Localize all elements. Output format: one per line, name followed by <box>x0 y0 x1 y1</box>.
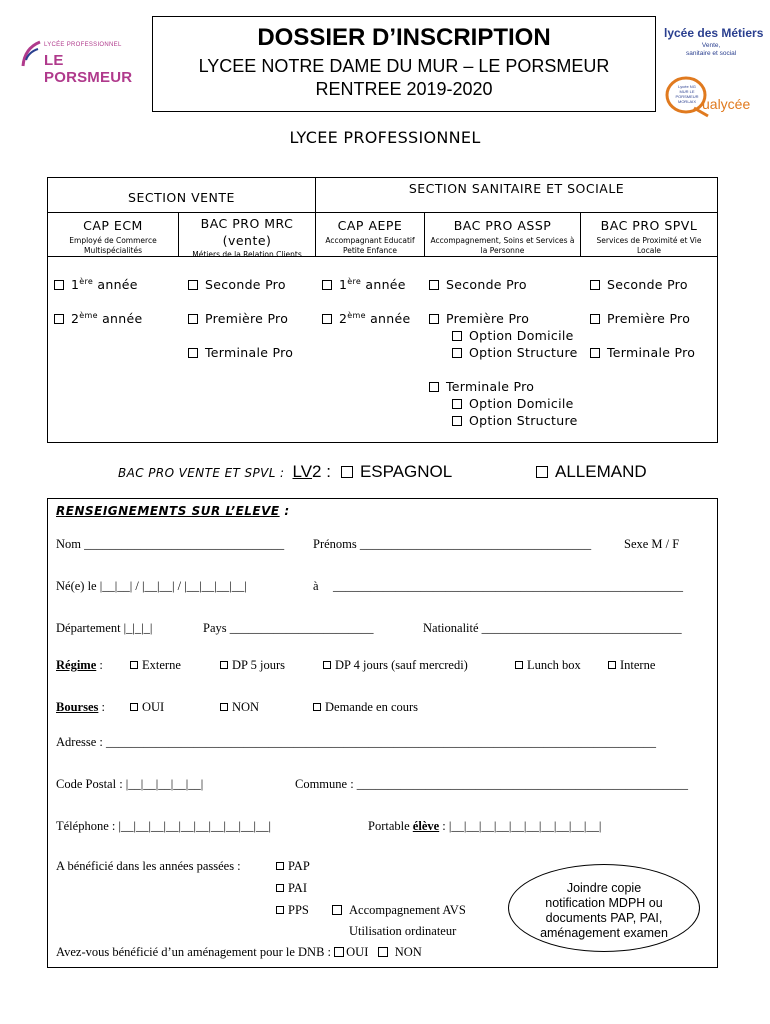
option-mrc-premiere[interactable]: Première Pro <box>188 311 288 326</box>
option-assp-terminale-structure[interactable]: Option Structure <box>452 413 578 428</box>
checkbox-icon[interactable] <box>332 905 342 915</box>
checkbox-icon[interactable] <box>276 884 284 892</box>
lv2-row <box>118 462 678 486</box>
field-pays[interactable]: Pays _______________________ <box>203 621 374 635</box>
checkbox-icon[interactable] <box>378 947 388 957</box>
checkbox-icon[interactable] <box>276 906 284 914</box>
option-mrc-seconde[interactable]: Seconde Pro <box>188 277 286 292</box>
regime-interne[interactable]: Interne <box>608 658 655 673</box>
option-spvl-premiere[interactable]: Première Pro <box>590 311 690 326</box>
checkbox-icon[interactable] <box>54 280 64 290</box>
col-bac-pro-assp: BAC PRO ASSP Accompagnement, Soins et Services à la Personne <box>430 218 575 255</box>
field-lieu-label: à <box>313 579 319 593</box>
option-pai[interactable]: PAI <box>276 881 307 896</box>
logo-metiers-sub: Vente, sanitaire et social <box>686 42 737 57</box>
option-avs[interactable]: Accompagnement AVS <box>332 903 466 918</box>
checkbox-icon[interactable] <box>188 314 198 324</box>
checkbox-icon[interactable] <box>429 280 439 290</box>
checkbox-icon[interactable] <box>323 661 331 669</box>
option-assp-terminale-domicile[interactable]: Option Domicile <box>452 396 574 411</box>
checkbox-icon[interactable] <box>188 280 198 290</box>
bourses-label: Bourses : <box>56 700 105 714</box>
field-sexe[interactable]: Sexe M / F <box>624 537 680 551</box>
option-cap-ecm-2eme[interactable]: 2ème année <box>54 311 142 326</box>
checkbox-icon[interactable] <box>536 466 548 478</box>
section-title: LYCEE PROFESSIONNEL <box>289 128 481 147</box>
checkbox-icon[interactable] <box>452 399 462 409</box>
bourses-demande[interactable]: Demande en cours <box>313 700 418 715</box>
field-commune[interactable]: Commune : _____________________________________________________ <box>295 777 689 791</box>
regime-label: Régime : <box>56 658 103 672</box>
field-date-naissance[interactable]: Né(e) le |__|__| / |__|__| / |__|__|__|__| <box>56 579 247 593</box>
formation-table <box>47 177 718 443</box>
option-spvl-seconde[interactable]: Seconde Pro <box>590 277 688 292</box>
qualycee-brand: ualycée <box>702 96 751 112</box>
col-bac-pro-spvl: BAC PRO SPVL Services de Proximité et Vie Locale <box>596 218 702 255</box>
option-assp-premiere-structure[interactable]: Option Structure <box>452 345 578 360</box>
logo-qualycee <box>664 74 764 118</box>
bourses-non[interactable]: NON <box>220 700 259 715</box>
field-nationalite[interactable]: Nationalité ________________________________ <box>423 621 682 635</box>
section-vente-header: SECTION VENTE <box>128 190 235 205</box>
lv2-label: LV2 : <box>292 462 331 481</box>
checkbox-icon[interactable] <box>130 661 138 669</box>
regime-dp4[interactable]: DP 4 jours (sauf mercredi) <box>323 658 468 673</box>
option-spvl-terminale[interactable]: Terminale Pro <box>590 345 695 360</box>
logo-metiers-name: lycée des Métiers <box>664 26 764 40</box>
lv2-option-allemand[interactable]: ALLEMAND <box>536 462 647 482</box>
checkbox-icon[interactable] <box>188 348 198 358</box>
field-portable-eleve[interactable]: Portable élève : |__|__|__|__|__|__|__|__|__|__| <box>368 819 602 833</box>
lv2-prefix: BAC PRO VENTE ET SPVL : <box>118 466 285 480</box>
checkbox-icon[interactable] <box>322 314 332 324</box>
checkbox-icon[interactable] <box>590 314 600 324</box>
option-mrc-terminale[interactable]: Terminale Pro <box>188 345 293 360</box>
bourses-oui[interactable]: OUI <box>130 700 164 715</box>
checkbox-icon[interactable] <box>334 947 344 957</box>
option-pps[interactable]: PPS <box>276 903 309 918</box>
field-telephone[interactable]: Téléphone : |__|__|__|__|__|__|__|__|__|__| <box>56 819 272 833</box>
checkbox-icon[interactable] <box>590 280 600 290</box>
col-bac-pro-mrc: BAC PRO MRC (vente) Métiers de la Relation Clients <box>192 216 302 259</box>
qualycee-inner-text: Lycée NG MUR LE PORSMEUR MORLAIX <box>675 84 699 104</box>
checkbox-icon[interactable] <box>590 348 600 358</box>
divider-under-titles <box>48 256 717 257</box>
page-title: DOSSIER D’INSCRIPTION <box>257 24 551 51</box>
option-assp-premiere[interactable]: Première Pro <box>429 311 529 326</box>
checkbox-icon[interactable] <box>220 661 228 669</box>
option-ordinateur[interactable]: Utilisation ordinateur <box>349 924 457 938</box>
col-cap-aepe: CAP AEPE Accompagnant Educatif Petite Enfance <box>325 218 415 255</box>
regime-externe[interactable]: Externe <box>130 658 181 673</box>
form-heading: RENSEIGNEMENTS SUR L’ELEVE : <box>56 504 290 518</box>
col-cap-ecm: CAP ECM Employé de Commerce Multispécialités <box>69 218 157 255</box>
logo-le-porsmeur <box>20 40 140 86</box>
divider-under-sections <box>48 212 717 213</box>
checkbox-icon[interactable] <box>429 382 439 392</box>
logo-lycee-des-metiers <box>664 22 764 66</box>
checkbox-icon[interactable] <box>341 466 353 478</box>
checkbox-icon[interactable] <box>452 331 462 341</box>
checkbox-icon[interactable] <box>452 416 462 426</box>
checkbox-icon[interactable] <box>429 314 439 324</box>
header-box <box>152 16 656 112</box>
field-code-postal[interactable]: Code Postal : |__|__|__|__|__| <box>56 777 204 791</box>
checkbox-icon[interactable] <box>608 661 616 669</box>
field-departement[interactable]: Département |_|_|_| <box>56 621 153 635</box>
checkbox-icon[interactable] <box>515 661 523 669</box>
option-assp-premiere-domicile[interactable]: Option Domicile <box>452 328 574 343</box>
dnb-question: Avez-vous bénéficié d’un aménagement pour le DNB : OUI NON <box>56 945 422 959</box>
checkbox-icon[interactable] <box>452 348 462 358</box>
checkbox-icon[interactable] <box>276 862 284 870</box>
checkbox-icon[interactable] <box>313 703 321 711</box>
field-prenoms[interactable]: Prénoms _____________________________________ <box>313 537 592 551</box>
option-assp-seconde[interactable]: Seconde Pro <box>429 277 527 292</box>
annees-passees-label: A bénéficié dans les années passées : <box>56 859 241 873</box>
regime-dp5[interactable]: DP 5 jours <box>220 658 285 673</box>
checkbox-icon[interactable] <box>322 280 332 290</box>
option-pap[interactable]: PAP <box>276 859 310 874</box>
logo-small-text: LYCÉE PROFESSIONNEL <box>44 42 122 48</box>
checkbox-icon[interactable] <box>130 703 138 711</box>
header-year-line: RENTREE 2019-2020 <box>315 79 493 99</box>
header-school-line: LYCEE NOTRE DAME DU MUR – LE PORSMEUR <box>198 56 610 76</box>
field-adresse[interactable]: Adresse : ________________________________________________________________________________________ <box>56 735 656 749</box>
section-sanitaire-header: SECTION SANITAIRE ET SOCIALE <box>408 181 625 196</box>
field-nom[interactable]: Nom ________________________________ <box>56 537 285 551</box>
checkbox-icon[interactable] <box>54 314 64 324</box>
regime-lunchbox[interactable]: Lunch box <box>515 658 581 673</box>
option-aepe-1ere[interactable]: 1ère année <box>322 277 406 292</box>
lv2-option-espagnol[interactable]: ESPAGNOL <box>341 462 452 481</box>
logo-big-text: LE PORSMEUR <box>44 52 133 86</box>
option-cap-ecm-1ere[interactable]: 1ère année <box>54 277 138 292</box>
checkbox-icon[interactable] <box>220 703 228 711</box>
mdph-note: Joindre copie notification MDPH ou documents PAP, PAI, aménagement examen <box>508 864 700 952</box>
option-assp-terminale[interactable]: Terminale Pro <box>429 379 534 394</box>
option-aepe-2eme[interactable]: 2ème année <box>322 311 410 326</box>
field-lieu-naissance[interactable]: ________________________________________________________ <box>333 579 683 593</box>
logo-swirl-icon <box>20 40 42 70</box>
